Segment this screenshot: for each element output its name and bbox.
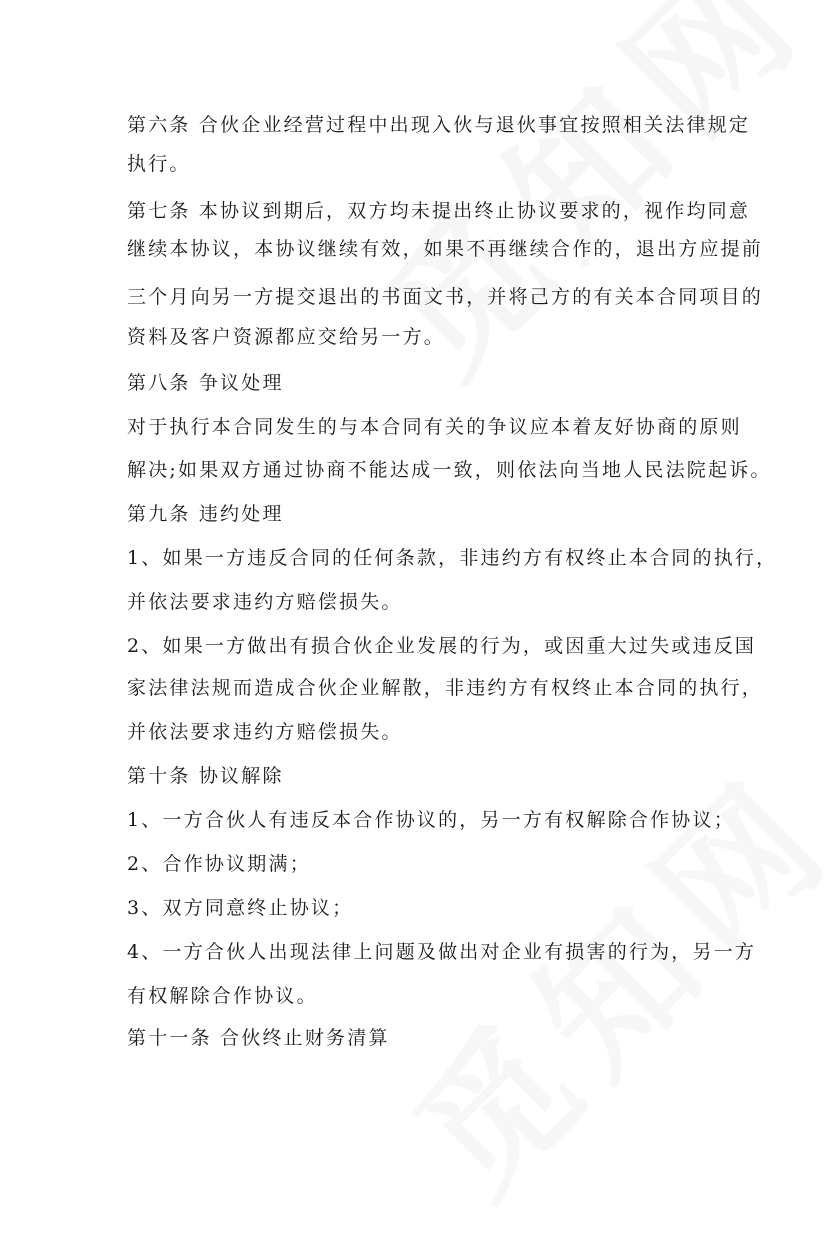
- article-9-heading: 第九条 违约处理: [127, 503, 284, 525]
- article-9-item-2-line-3: 并依法要求违约方赔偿损失。: [127, 721, 403, 743]
- article-6-line-1: 第六条 合伙企业经营过程中出现入伙与退伙事宜按照相关法律规定: [127, 114, 751, 136]
- article-10-item-4-line-1: 4、一方合伙人出现法律上问题及做出对企业有损害的行为，另一方: [127, 941, 757, 963]
- article-9-item-1-line-1: 1、如果一方违反合同的任何条款，非违约方有权终止本合同的执行，: [127, 547, 778, 569]
- article-7-line-4: 资料及客户资源都应交给另一方。: [127, 326, 446, 348]
- article-8-line-1: 对于执行本合同发生的与本合同有关的争议应本着友好协商的原则: [127, 416, 742, 438]
- watermark-lower: [360, 719, 830, 1232]
- article-10-item-1: 1、一方合伙人有违反本合作协议的，另一方有权解除合作协议；: [127, 809, 735, 831]
- article-10-item-4-line-2: 有权解除合作协议。: [127, 985, 318, 1007]
- article-6-line-2: 执行。: [127, 153, 191, 175]
- article-11-heading: 第十一条 合伙终止财务清算: [127, 1027, 390, 1049]
- article-10-heading: 第十条 协议解除: [127, 765, 284, 787]
- article-7-line-3: 三个月向另一方提交退出的书面文书，并将己方的有关本合同项目的: [127, 286, 764, 308]
- article-9-item-2-line-1: 2、如果一方做出有损合伙企业发展的行为，或因重大过失或违反国: [127, 635, 757, 657]
- article-7-line-1: 第七条 本协议到期后，双方均未提出终止协议要求的，视作均同意: [127, 200, 751, 222]
- article-10-item-2: 2、合作协议期满；: [127, 853, 311, 875]
- article-8-line-2: 解决;如果双方通过协商不能达成一致，则依法向当地人民法院起诉。: [127, 459, 772, 481]
- article-7-line-2: 继续本协议，本协议继续有效，如果不再继续合作的，退出方应提前: [127, 238, 764, 260]
- article-10-item-3: 3、双方同意终止协议；: [127, 897, 354, 919]
- article-9-item-2-line-2: 家法律法规而造成合伙企业解散，非违约方有权终止本合同的执行，: [127, 677, 764, 699]
- article-9-item-1-line-2: 并依法要求违约方赔偿损失。: [127, 591, 403, 613]
- article-8-heading: 第八条 争议处理: [127, 372, 284, 394]
